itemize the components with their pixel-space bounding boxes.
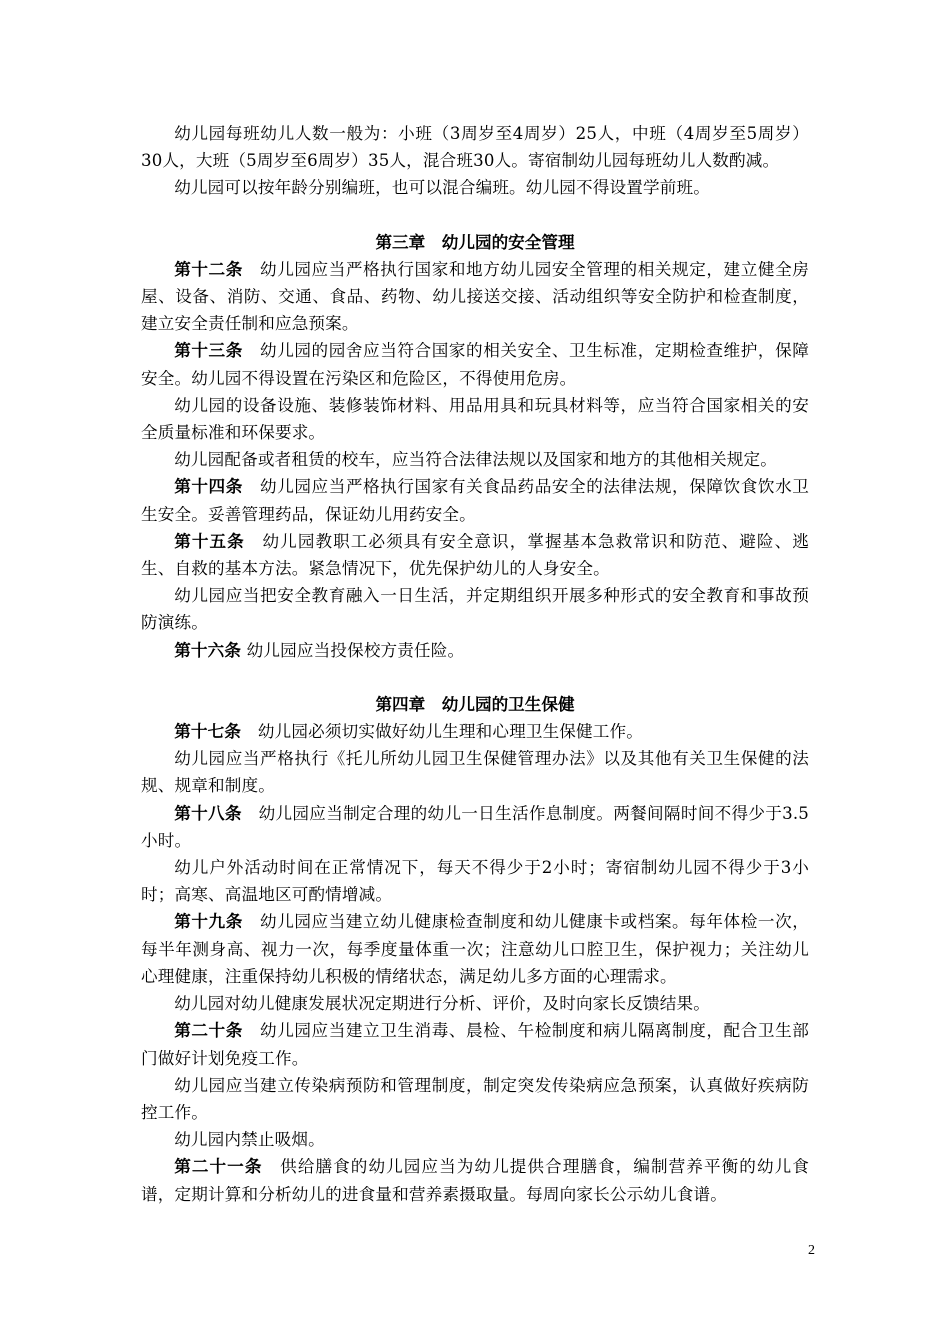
article-label: 第十五条 <box>174 531 245 551</box>
section-gap <box>141 202 809 229</box>
article-label: 第十六条 <box>174 640 242 660</box>
paragraph: 幼儿园应当把安全教育融入一日生活，并定期组织开展多种形式的安全教育和事故预防演练。 <box>141 586 809 633</box>
article-text: 幼儿园的园舍应当符合国家的相关安全、卫生标准，定期检查维护，保障安全。幼儿园不得设置在污染区和危险区，不得使用危房。 <box>141 341 809 388</box>
chapter-3-title: 第三章 幼儿园的安全管理 <box>375 232 575 252</box>
article-text: 幼儿园应当严格执行国家有关食品药品安全的法律法规，保障饮食饮水卫生安全。妥善管理药品，保证幼儿用药安全。 <box>141 477 809 524</box>
article-label: 第十三条 <box>174 341 243 361</box>
paragraph: 幼儿园内禁止吸烟。 <box>174 1130 325 1150</box>
paragraph: 幼儿园每班幼儿人数一般为：小班（3周岁至4周岁）25人，中班（4周岁至5周岁）30人，大班（5周岁至6周岁）35人，混合班30人。寄宿制幼儿园每班幼儿人数酌减。 <box>141 124 809 171</box>
article-label: 第二十条 <box>174 1021 243 1041</box>
article-text: 幼儿园应当投保校方责任险。 <box>246 640 465 660</box>
article-label: 第十七条 <box>174 722 242 742</box>
article-text: 幼儿园应当建立幼儿健康检查制度和幼儿健康卡或档案。每年体检一次，每半年测身高、视力一次，每季度量体重一次；注意幼儿口腔卫生，保护视力；关注幼儿心理健康，注重保持幼儿积极的情绪状态，满足幼儿多方面的心理需求。 <box>141 912 809 986</box>
document-body <box>141 120 809 1208</box>
article-label: 第十八条 <box>174 803 242 823</box>
paragraph: 幼儿园应当严格执行《托儿所幼儿园卫生保健管理办法》以及其他有关卫生保健的法规、规章和制度。 <box>141 749 809 796</box>
section-gap <box>141 664 809 691</box>
paragraph: 幼儿园应当建立传染病预防和管理制度，制定突发传染病应急预案，认真做好疾病防控工作。 <box>141 1075 809 1122</box>
article-20 <box>141 1017 809 1071</box>
paragraph: 幼儿园的设备设施、装修装饰材料、用品用具和玩具材料等，应当符合国家相关的安全质量标准和环保要求。 <box>141 395 809 443</box>
article-19 <box>141 908 809 990</box>
article-text: 幼儿园应当严格执行国家和地方幼儿园安全管理的相关规定，建立健全房屋、设备、消防、交通、食品、药物、幼儿接送交接、活动组织等安全防护和检查制度，建立安全责任制和应急预案。 <box>141 259 809 334</box>
article-15 <box>141 528 809 582</box>
chapter-4-title: 第四章 幼儿园的卫生保健 <box>375 694 575 714</box>
article-label: 第十九条 <box>174 912 243 932</box>
paragraph: 幼儿园配备或者租赁的校车，应当符合法律法规以及国家和地方的其他相关规定。 <box>174 450 777 470</box>
article-text: 幼儿园应当制定合理的幼儿一日生活作息制度。两餐间隔时间不得少于3.5小时。 <box>141 803 809 850</box>
article-13 <box>141 337 809 391</box>
article-label: 第二十一条 <box>174 1157 263 1177</box>
paragraph: 幼儿户外活动时间在正常情况下，每天不得少于2小时；寄宿制幼儿园不得少于3小时；高寒、高温地区可酌情增减。 <box>141 858 809 905</box>
article-text: 幼儿园教职工必须具有安全意识，掌握基本急救常识和防范、避险、逃生、自救的基本方法。紧急情况下，优先保护幼儿的人身安全。 <box>141 531 809 579</box>
page-number: 2 <box>808 1243 815 1258</box>
article-12 <box>141 256 809 338</box>
paragraph: 幼儿园可以按年龄分别编班，也可以混合编班。幼儿园不得设置学前班。 <box>174 178 710 198</box>
article-14 <box>141 473 809 527</box>
article-21 <box>141 1153 809 1207</box>
article-17 <box>141 718 809 745</box>
article-text: 幼儿园必须切实做好幼儿生理和心理卫生保健工作。 <box>257 722 644 742</box>
article-16 <box>141 637 809 664</box>
paragraph: 幼儿园对幼儿健康发展状况定期进行分析、评价，及时向家长反馈结果。 <box>174 994 710 1014</box>
article-label: 第十二条 <box>174 259 243 279</box>
article-label: 第十四条 <box>174 477 243 497</box>
article-text: 幼儿园应当建立卫生消毒、晨检、午检制度和病儿隔离制度，配合卫生部门做好计划免疫工作。 <box>141 1021 809 1068</box>
article-18 <box>141 800 809 854</box>
article-text: 供给膳食的幼儿园应当为幼儿提供合理膳食，编制营养平衡的幼儿食谱，定期计算和分析幼儿的进食量和营养素摄取量。每周向家长公示幼儿食谱。 <box>141 1157 810 1204</box>
